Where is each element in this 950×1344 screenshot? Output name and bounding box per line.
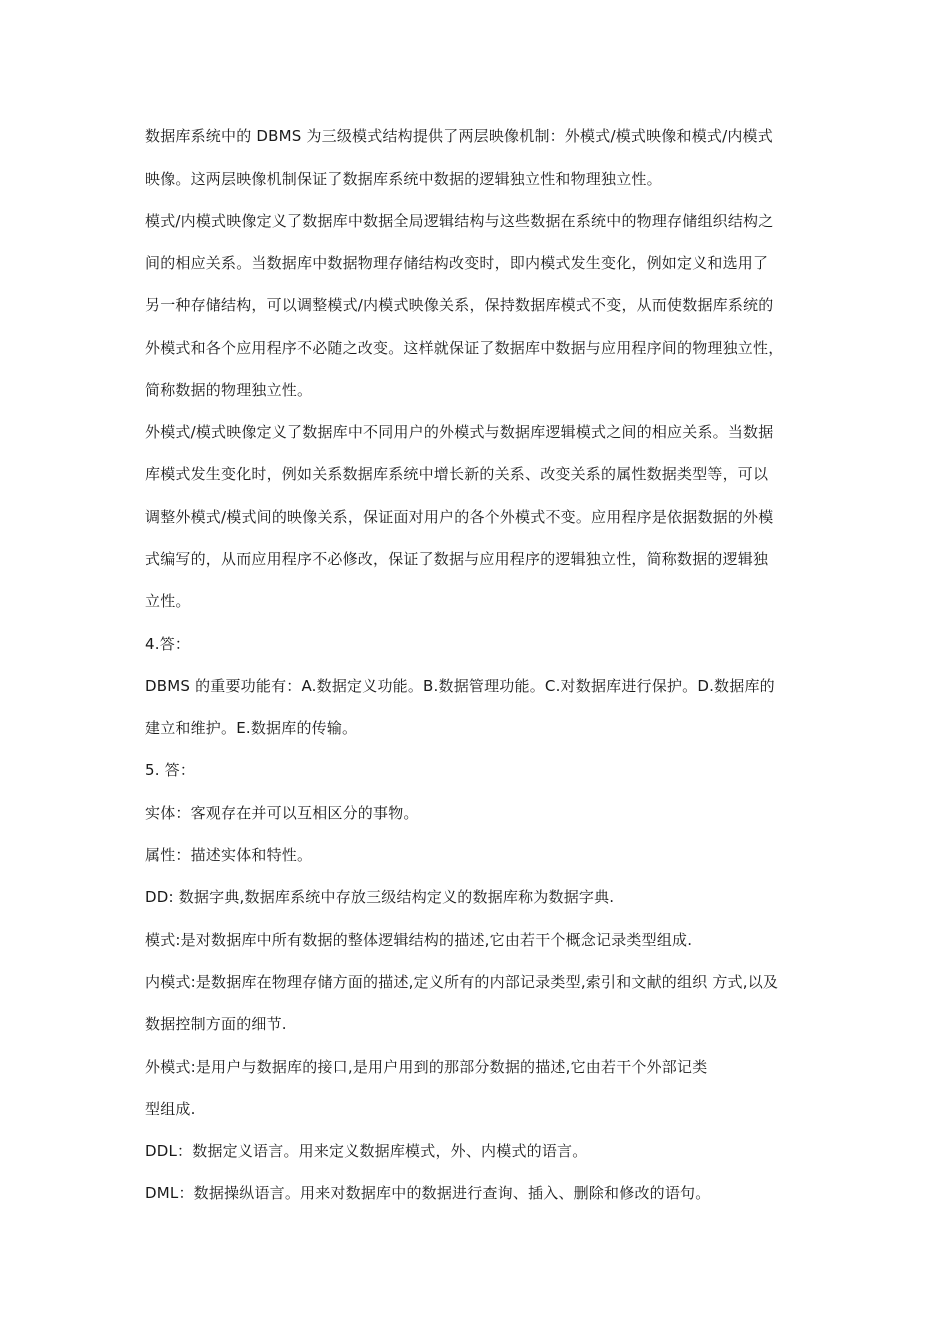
text-line: 内模式:是数据库在物理存储方面的描述,定义所有的内部记录类型,索引和文献的组织 方式,以及 bbox=[145, 973, 779, 991]
text-line: 模式/内模式映像定义了数据库中数据全局逻辑结构与这些数据在系统中的物理存储组织结构之 bbox=[145, 212, 774, 230]
text-line: 库模式发生变化时，例如关系数据库系统中增长新的关系、改变关系的属性数据类型等，可以 bbox=[145, 465, 769, 483]
text-line: 简称数据的物理独立性。 bbox=[145, 381, 313, 399]
text-line: 式编写的，从而应用程序不必修改，保证了数据与应用程序的逻辑独立性，简称数据的逻辑独 bbox=[145, 550, 769, 568]
text-line: DML：数据操纵语言。用来对数据库中的数据进行查询、插入、删除和修改的语句。 bbox=[145, 1184, 711, 1202]
text-line: 映像。这两层映像机制保证了数据库系统中数据的逻辑独立性和物理独立性。 bbox=[145, 170, 662, 188]
text-line: 另一种存储结构，可以调整模式/内模式映像关系，保持数据库模式不变，从而使数据库系统的 bbox=[145, 296, 774, 314]
text-line: 属性：描述实体和特性。 bbox=[145, 846, 313, 864]
text-line: 调整外模式/模式间的映像关系，保证面对用户的各个外模式不变。应用程序是依据数据的外模 bbox=[145, 508, 774, 526]
text-line: 外模式和各个应用程序不必随之改变。这样就保证了数据库中数据与应用程序间的物理独立性， bbox=[145, 339, 784, 357]
section-heading-4: 4.答： bbox=[145, 635, 191, 653]
text-line: 建立和维护。E.数据库的传输。 bbox=[145, 719, 358, 737]
text-line: 型组成. bbox=[145, 1100, 196, 1118]
text-line: 外模式:是用户与数据库的接口,是用户用到的那部分数据的描述,它由若干个外部记类 bbox=[145, 1058, 708, 1076]
text-line: 数据库系统中的 DBMS 为三级模式结构提供了两层映像机制：外模式/模式映像和模式/内模式 bbox=[145, 127, 773, 145]
text-line: 实体：客观存在并可以互相区分的事物。 bbox=[145, 804, 419, 822]
text-line: 数据控制方面的细节. bbox=[145, 1015, 287, 1033]
text-line: 模式:是对数据库中所有数据的整体逻辑结构的描述,它由若干个概念记录类型组成. bbox=[145, 931, 693, 949]
text-line: DDL：数据定义语言。用来定义数据库模式，外、内模式的语言。 bbox=[145, 1142, 588, 1160]
text-line: DD: 数据字典,数据库系统中存放三级结构定义的数据库称为数据字典. bbox=[145, 888, 615, 906]
text-line: DBMS 的重要功能有：A.数据定义功能。B.数据管理功能。C.对数据库进行保护。D.数据库的 bbox=[145, 677, 775, 695]
section-heading-5: 5. 答： bbox=[145, 761, 196, 779]
text-line: 立性。 bbox=[145, 592, 191, 610]
text-line: 外模式/模式映像定义了数据库中不同用户的外模式与数据库逻辑模式之间的相应关系。当数据 bbox=[145, 423, 774, 441]
text-line: 间的相应关系。当数据库中数据物理存储结构改变时，即内模式发生变化，例如定义和选用了 bbox=[145, 254, 769, 272]
